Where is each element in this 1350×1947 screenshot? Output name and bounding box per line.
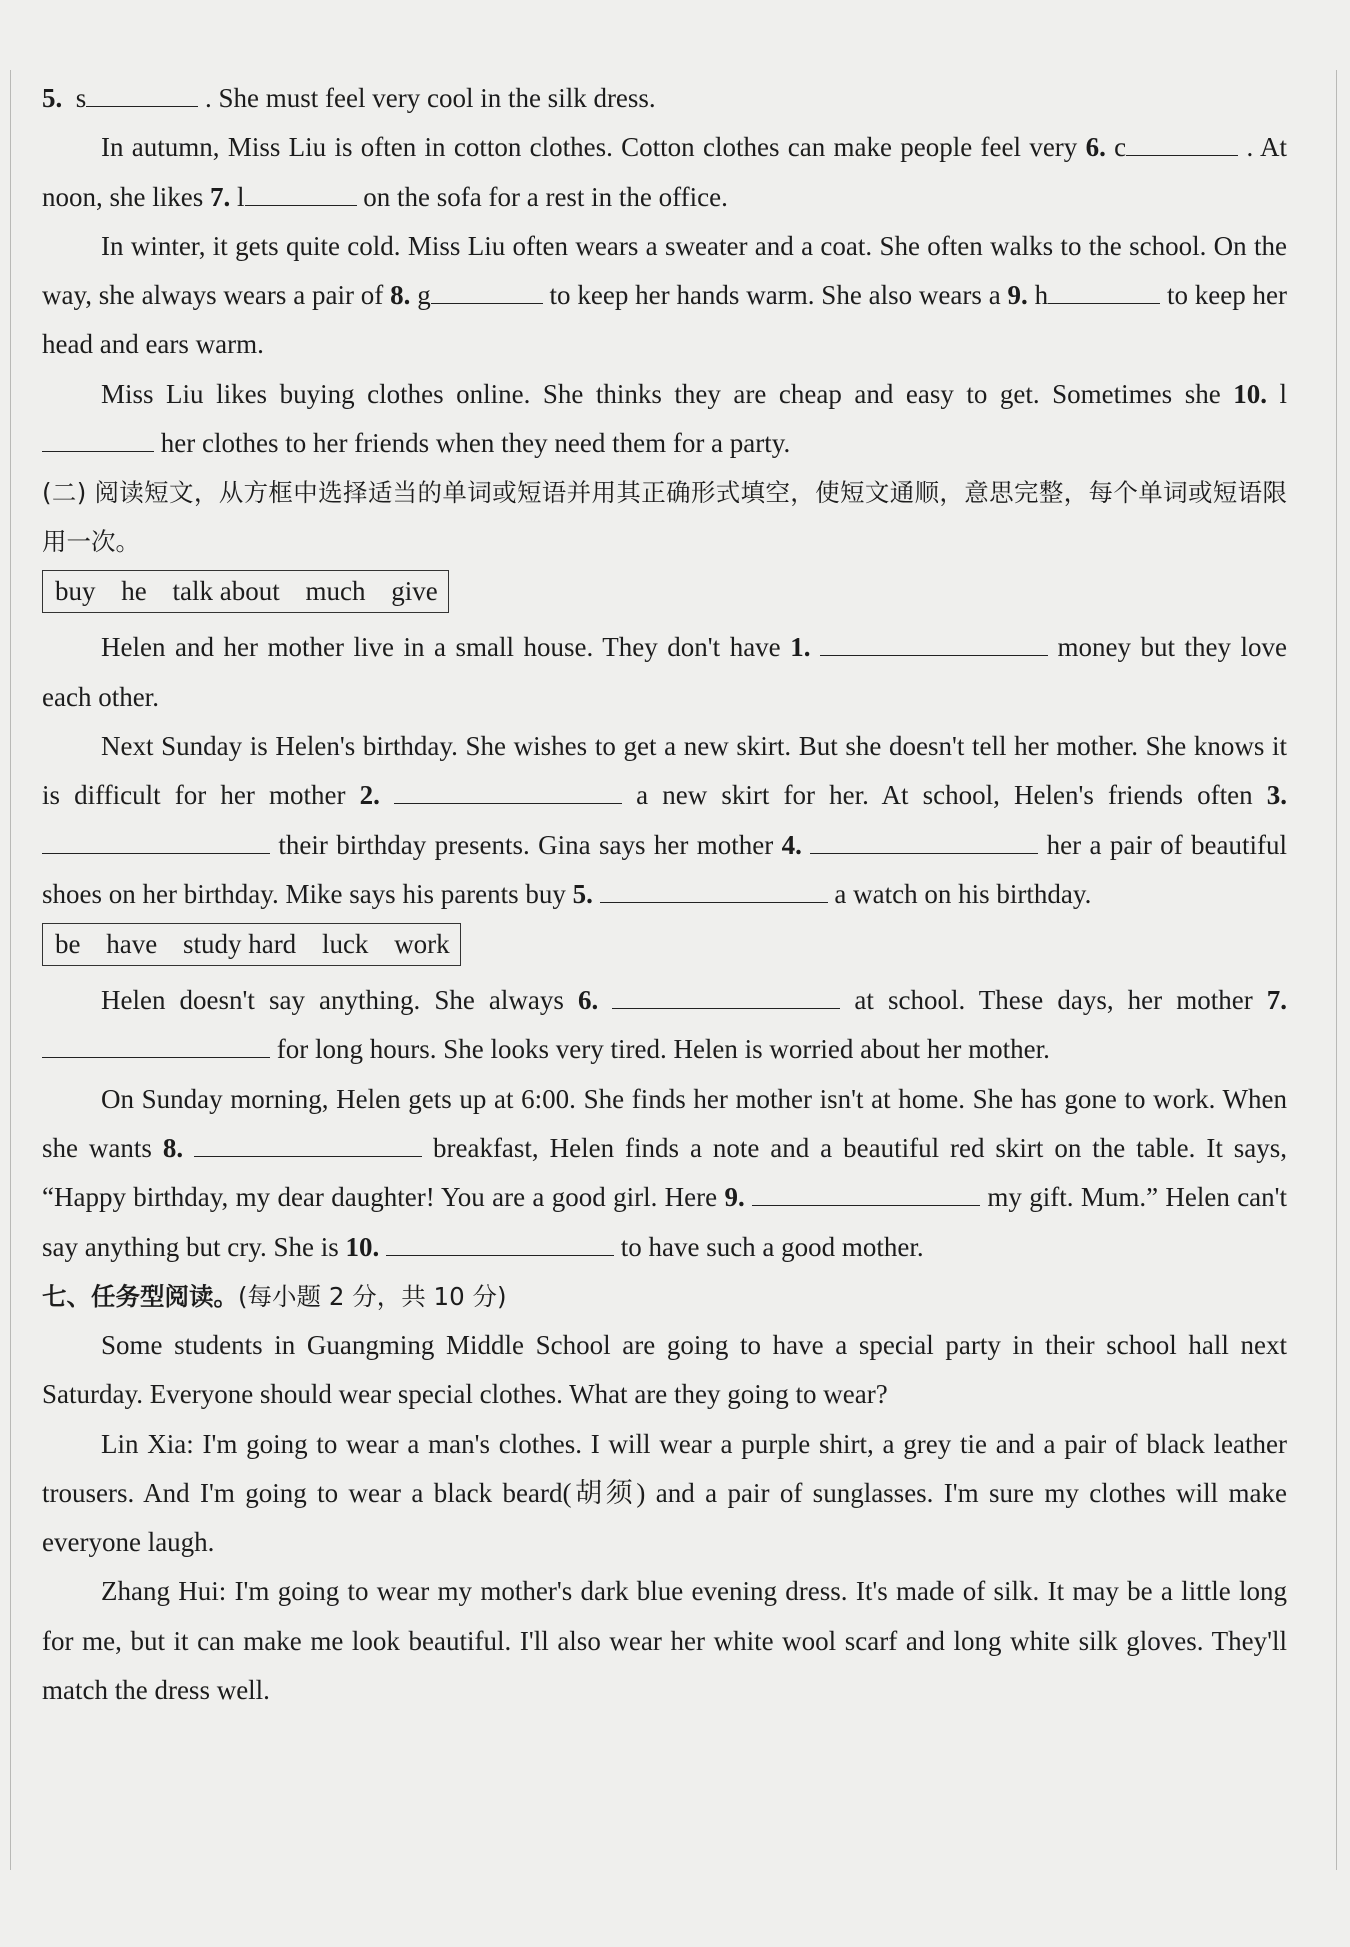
passage-blank-5[interactable]	[600, 878, 828, 903]
task-reading-zhang-hui: Zhang Hui: I'm going to wear my mother's dark blue evening dress. It's made of silk. It may be a little long for me, but it can make me look beautiful. I'll also wear her white wool scarf and long white silk gloves. They'll match the dress well.	[42, 1576, 1287, 1706]
passage-paragraph-1: Helen and her mother live in a small house. They don't have 1. money but they love each other.	[42, 632, 1288, 712]
word-box-2	[42, 923, 461, 966]
word-option: much	[305, 576, 366, 607]
answer-blank-7[interactable]	[245, 181, 357, 206]
left-margin-line	[10, 70, 11, 1870]
passage-paragraph-4: On Sunday morning, Helen gets up at 6:00. She finds her mother isn't at home. She has gone to work. When she wants 8. breakfast, Helen finds a note and a beautiful red skirt on the table. It says, “Happy birthday, my dear daughter! You are a good girl. Here 9. my gift. Mum.” Helen can't say anything but cry. She is 10. to have such a good mother.	[42, 1083, 1288, 1262]
passage-blank-8[interactable]	[194, 1132, 422, 1157]
section-7-heading: 七、任务型阅读。(每小题 2 分，共 10 分)	[42, 1281, 507, 1311]
passage-paragraph-2: Next Sunday is Helen's birthday. She wishes to get a new skirt. But she doesn't tell her mother. She knows it is difficult for her mother 2. a new skirt for her. At school, Helen's friends often 3. their birthday presents. Gina says her mother 4. her a pair of beautiful shoes on her birthday. Mike says his parents buy 5. a watch on his birthday.	[42, 730, 1288, 909]
answer-blank-8[interactable]	[431, 279, 543, 304]
word-box-1	[42, 570, 449, 613]
passage-blank-10[interactable]	[386, 1231, 614, 1256]
word-option: talk about	[172, 576, 280, 607]
section-2-instruction: (二) 阅读短文，从方框中选择适当的单词或短语并用其正确形式填空，使短文通顺，意思完整，每个单词或短语限用一次。	[42, 478, 1287, 557]
right-margin-line	[1336, 70, 1337, 1870]
paragraph-autumn: In autumn, Miss Liu is often in cotton clothes. Cotton clothes can make people feel very 6. c . At noon, she likes 7. l on the sofa for a rest in the office.	[42, 132, 1288, 212]
answer-blank-6[interactable]	[1126, 131, 1238, 156]
word-option: study hard	[182, 929, 297, 960]
item-5-line: 5. s . She must feel very cool in the silk dress.	[42, 83, 656, 113]
word-option: he	[121, 576, 147, 607]
word-box-1-row	[42, 566, 1287, 623]
word-option: have	[106, 929, 158, 960]
passage-blank-9[interactable]	[752, 1181, 980, 1206]
passage-blank-1[interactable]	[820, 631, 1048, 656]
task-reading-intro: Some students in Guangming Middle School are going to have a special party in their school hall next Saturday. Everyone should wear special clothes. What are they going to wear?	[42, 1329, 1287, 1410]
paragraph-winter: In winter, it gets quite cold. Miss Liu often wears a sweater and a coat. She often walks to the school. On the way, she always wears a pair of 8. g to keep her hands warm. She also wears a 9. h to keep her head and ears warm.	[42, 230, 1288, 360]
answer-blank-9[interactable]	[1048, 279, 1160, 304]
passage-paragraph-3: Helen doesn't say anything. She always 6. at school. These days, her mother 7. for long hours. She looks very tired. Helen is worried about her mother.	[42, 976, 1287, 1075]
paragraph-online: Miss Liu likes buying clothes online. She thinks they are cheap and easy to get. Sometimes she 10. l her clothes to her friends when they need them for a party.	[42, 370, 1287, 469]
passage-blank-6[interactable]	[612, 984, 840, 1009]
passage-blank-2[interactable]	[394, 779, 622, 804]
word-option: buy	[55, 576, 96, 607]
word-option: give	[391, 576, 438, 607]
task-reading-lin-xia: Lin Xia: I'm going to wear a man's clothes. I will wear a purple shirt, a grey tie and a pair of black leather trousers. And I'm going to wear a black beard(胡须) and a pair of sunglasses. I'm sure my clothes will make everyone laugh.	[42, 1428, 1287, 1558]
word-box-2-row	[42, 919, 1287, 976]
word-option: luck	[321, 929, 369, 960]
passage-blank-7[interactable]	[42, 1033, 270, 1058]
passage-blank-4[interactable]	[810, 829, 1038, 854]
answer-blank-10[interactable]	[42, 427, 154, 452]
answer-blank-5[interactable]	[86, 82, 198, 107]
word-option: be	[55, 929, 81, 960]
worksheet-content	[42, 74, 1287, 1715]
word-option: work	[394, 929, 450, 960]
passage-blank-3[interactable]	[42, 829, 270, 854]
